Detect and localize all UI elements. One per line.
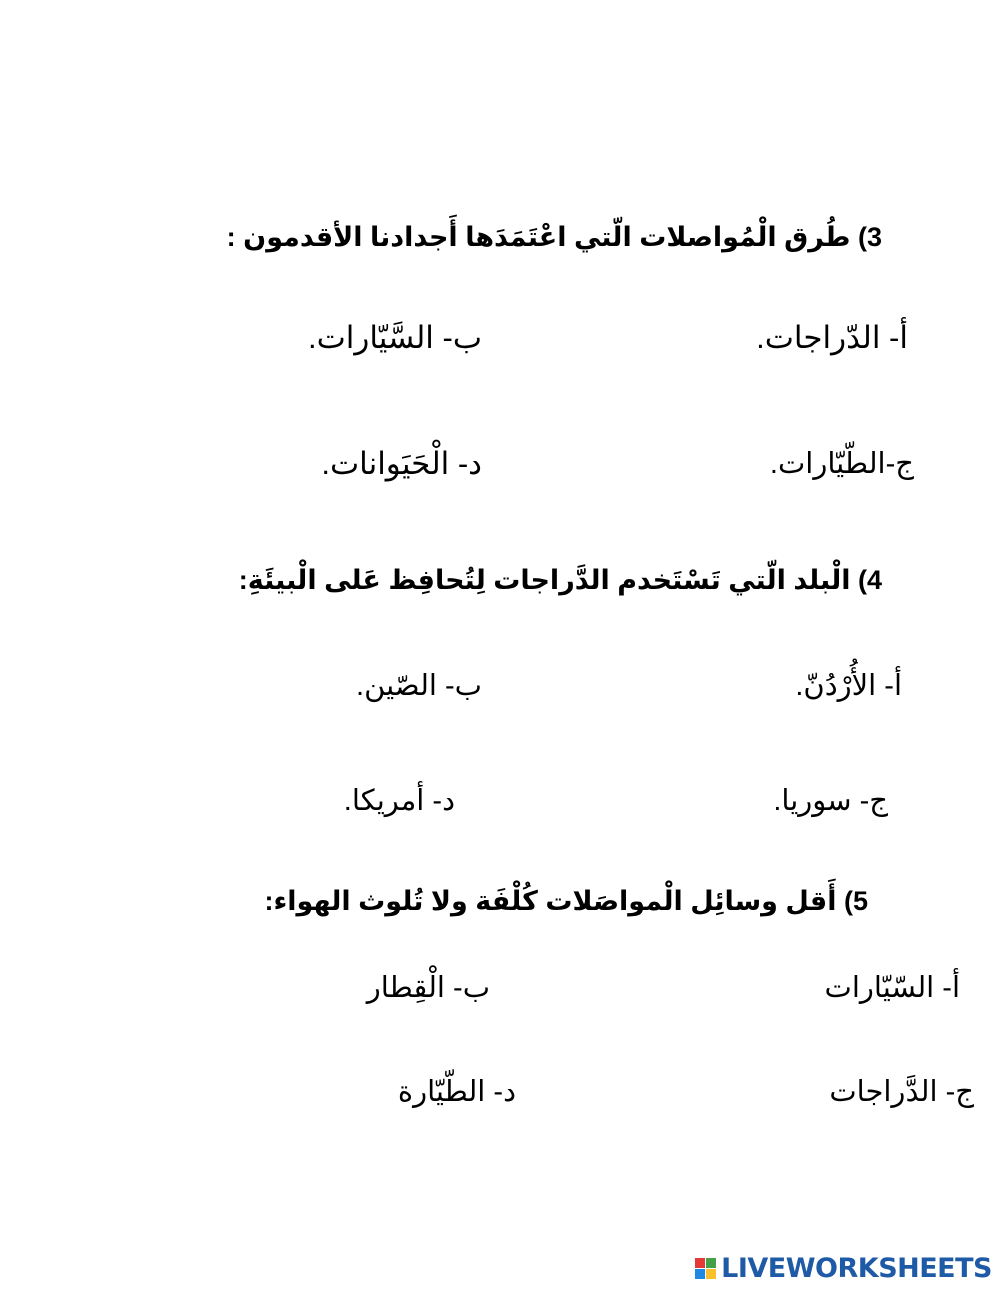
question-4-option-b[interactable]: ب- الصّين. (356, 670, 482, 702)
logo-square-yellow (706, 1269, 716, 1279)
question-3-option-d[interactable]: د- الْحَيَوانات. (321, 446, 482, 481)
question-3-title: 3) طُرق الْمُواصلات الّتي اعْتَمَدَها أَجدادنا الأقدمون : (226, 222, 882, 252)
question-4-title: 4) الْبلد الّتي تَسْتَخدم الدَّراجات لِتُحافِظ عَلى الْبيئَةِ: (238, 565, 882, 595)
liveworksheets-logo-icon (695, 1258, 717, 1280)
question-5-title: 5) أَقل وسائِل الْمواصَلات كُلْفَة ولا تُلوث الهواء: (264, 886, 868, 916)
brand-name: LIVEWORKSHEETS (721, 1253, 992, 1284)
logo-square-green (706, 1258, 716, 1268)
question-4-option-c[interactable]: ج- سوريا. (773, 785, 888, 817)
liveworksheets-brand (695, 1253, 992, 1284)
question-4-option-d[interactable]: د- أمريكا. (343, 785, 455, 817)
question-5-option-a[interactable]: أ- السّيّارات (824, 972, 960, 1004)
logo-square-blue (695, 1269, 705, 1279)
question-3-option-a[interactable]: أ- الدّراجات. (756, 320, 908, 355)
question-3-option-b[interactable]: ب- السَّيّارات. (307, 320, 482, 355)
question-5-option-c[interactable]: ج- الدَّراجات (829, 1076, 974, 1108)
question-3-option-c[interactable]: ج-الطّيّارات. (769, 448, 914, 480)
question-5-option-b[interactable]: ب- الْقِطار (366, 972, 490, 1004)
question-5-option-d[interactable]: د- الطّيّارة (397, 1076, 516, 1108)
logo-square-red (695, 1258, 705, 1268)
question-4-option-a[interactable]: أ- الأُرْدُنّ. (795, 670, 902, 702)
